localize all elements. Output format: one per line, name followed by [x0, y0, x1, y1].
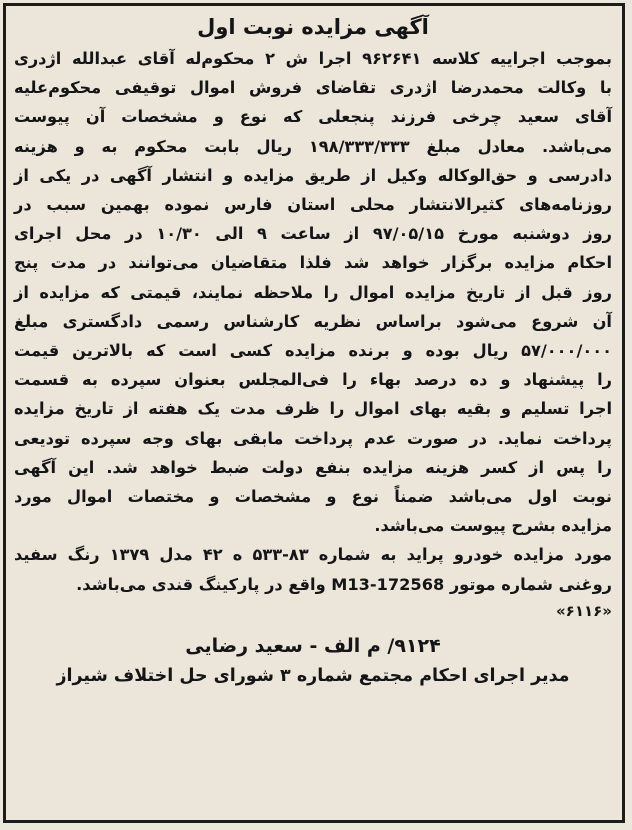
notice-body: [14, 44, 612, 599]
body-line: آن شروع می‌شود براساس نظریه کارشناس رسمی دادگستری مبلغ: [14, 311, 612, 331]
body-line: دادرسی و حق‌الوکاله وکیل از طریق مزایده و انتشار آگهی در یکی از: [14, 165, 612, 185]
notice-code: «۶۱۱۶»: [555, 601, 612, 620]
body-line: ۵۷/۰۰۰/۰۰۰ ریال بوده و برنده مزایده کسی است که بالاترین قیمت: [14, 341, 612, 361]
body-line: آقای سعید چرخی فرزند پنجعلی که نوع و مشخصات آن پیوست: [14, 107, 612, 127]
body-line: روغنی شماره موتور M13-172568 واقع در پارکینگ قندی می‌باشد.: [76, 574, 612, 594]
body-line: را پس از کسر هزینه مزایده بنفع دولت ضبط خواهد شد. این آگهی: [14, 457, 612, 477]
body-line: اجرا تسلیم و بقیه بهای اموال را ظرف مدت یک هفته از تاریخ مزایده: [14, 399, 612, 419]
signature-office: مدیر اجرای احکام مجتمع شماره ۳ شورای حل اختلاف شیراز: [56, 665, 570, 686]
body-line: مورد مزایده خودرو پراید به شماره ۸۳-۵۳۳ ه ۴۲ مدل ۱۳۷۹ رنگ سفید: [14, 545, 612, 565]
body-line: روزنامه‌های کثیرالانتشار محلی استان فارس نموده بهمین سبب در: [14, 195, 612, 215]
body-line: پرداخت نماید. در صورت عدم پرداخت مابقی بهای وجه سپرده تودیعی: [14, 428, 612, 448]
body-line: احکام مزایده برگزار خواهد شد فلذا متقاضیان می‌توانند در مدت پنج: [14, 253, 612, 273]
body-line: با وکالت محمدرضا اژدری تقاضای فروش اموال توقیفی محکوم‌علیه: [14, 78, 612, 98]
body-line: می‌باشد. معادل مبلغ ۱۹۸/۳۳۳/۳۳۳ ریال بابت محکوم به و هزینه: [14, 136, 612, 156]
signature-number-name: ۹۱۲۴/ م الف - سعید رضایی: [185, 634, 441, 657]
auction-notice: [3, 3, 625, 823]
body-line: مزایده بشرح پیوست می‌باشد.: [374, 516, 612, 536]
body-line: را پیشنهاد و ده درصد بهاء را فی‌المجلس بعنوان سپرده به قسمت: [14, 370, 612, 390]
body-line: روز قبل از تاریخ مزایده اموال را ملاحظه نمایند، قیمتی که مزایده از: [14, 282, 612, 302]
body-line: بموجب اجراییه کلاسه ۹۶۲۶۴۱ اجرا ش ۲ محکوم‌له آقای عبدالله اژدری: [14, 49, 612, 68]
body-line: روز دوشنبه مورخ ۹۷/۰۵/۱۵ از ساعت ۹ الی ۱۰/۳۰ در محل اجرای: [14, 224, 613, 244]
notice-title: آگهی مزایده نوبت اول: [197, 15, 429, 39]
body-line: نوبت اول می‌باشد ضمناً نوع و مشخصات و مختصات اموال مورد: [14, 487, 612, 507]
